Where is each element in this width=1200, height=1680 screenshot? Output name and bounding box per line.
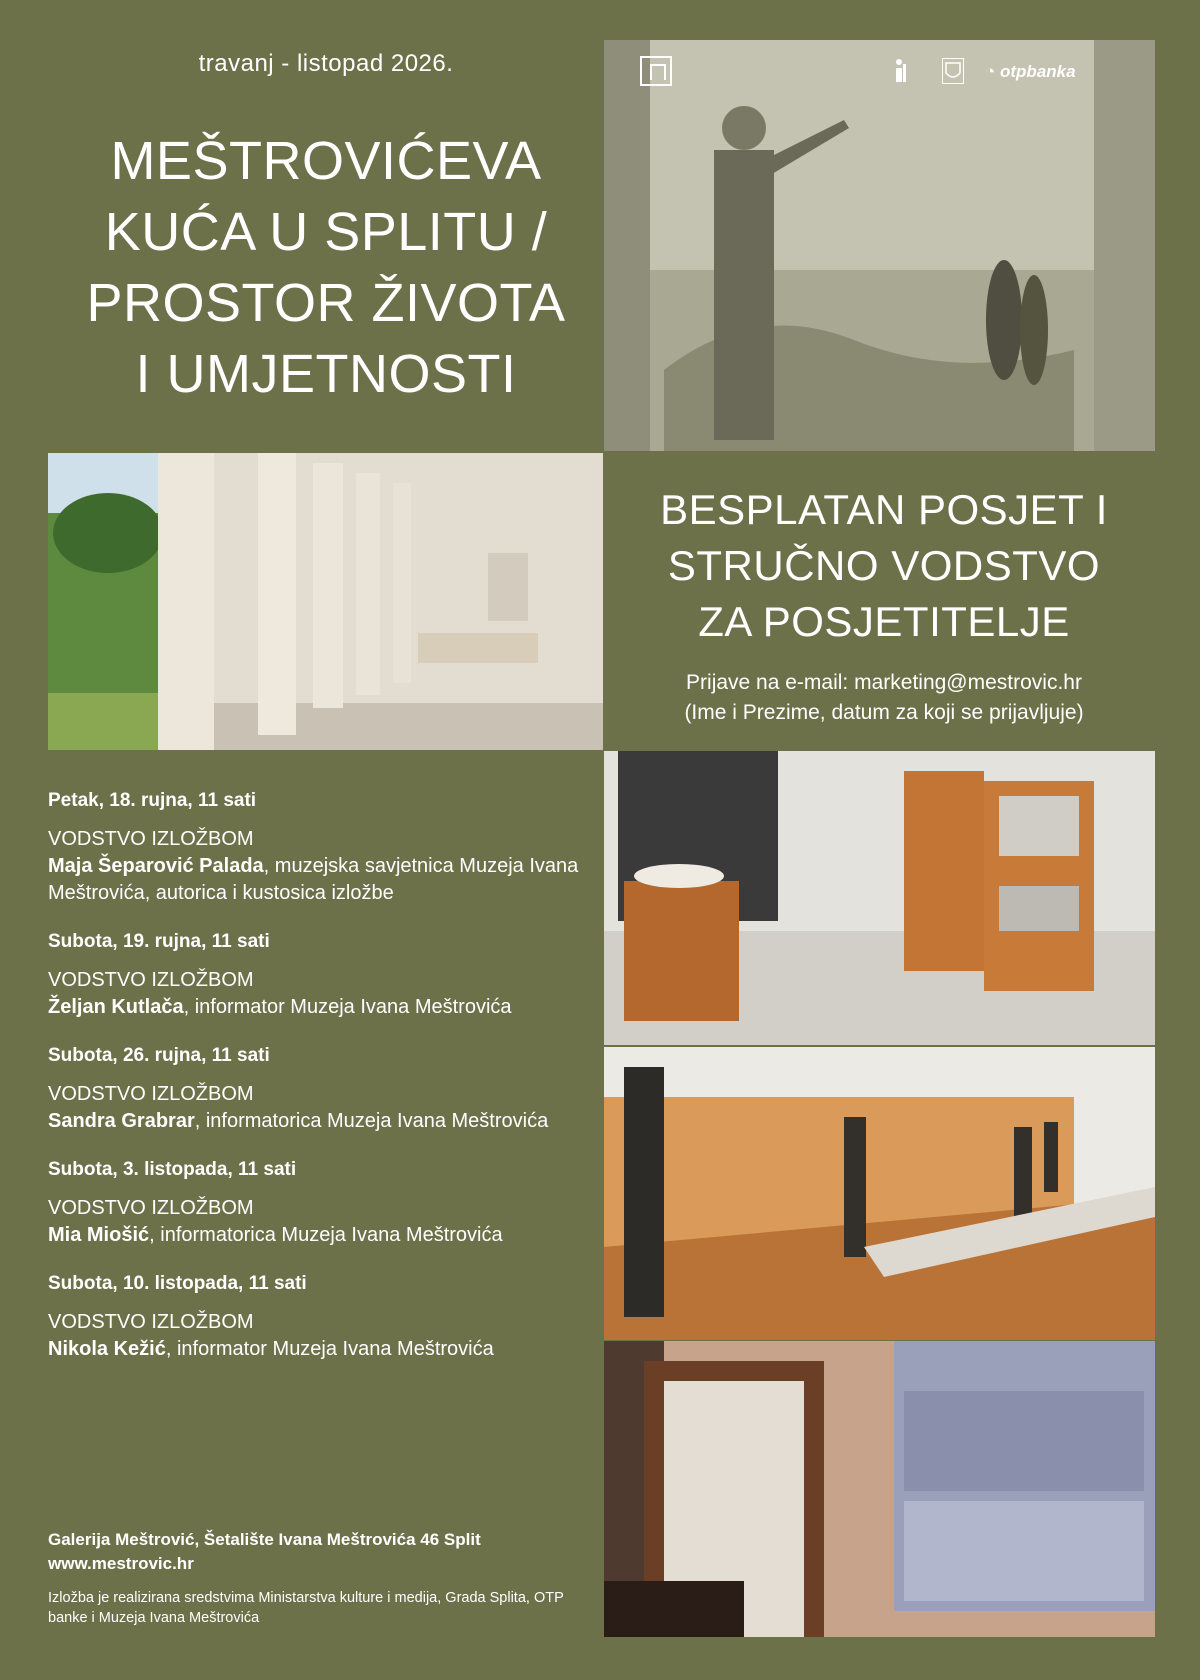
colonnade-photo [48,453,603,750]
event-guide [48,853,588,907]
event-item [48,790,588,907]
poster-title [48,126,604,410]
exhibition-photo-panels [604,751,1155,1045]
exhibition-photo-sculptures-drawing [604,1047,1155,1340]
exhibition-photo-panels-drawing [604,751,1155,1045]
guide-role: , informatorica Muzeja Ivana Meštrovića [149,1224,503,1246]
museum-logo-icon [640,56,672,86]
event-date: Subota, 10. listopada, 11 sati [48,1273,307,1294]
date-range: travanj - listopad 2026. [198,50,454,77]
exhibition-photo-sculptures [604,1047,1155,1340]
event-guide [48,994,588,1021]
event-item [48,1159,588,1249]
promo-title [604,482,1164,650]
city-crest-icon [942,58,964,84]
promo-line-1: BESPLATAN POSJET I [660,486,1108,533]
funding-note: Izložba je realizirana sredstvima Ministarstva kulture i medija, Grada Splita, OTP banke i Muzeja Ivana Meštrovića [48,1590,564,1626]
event-item [48,1273,588,1363]
title-line-2: KUĆA U SPLITU / [104,202,548,262]
promo-line-3: ZA POSJETITELJE [698,598,1070,645]
event-type: VODSTVO IZLOŽBOM [48,828,254,850]
guide-role: , muzejska savjetnica Muzeja Ivana Meštrovića, autorica i kustosica izložbe [48,855,579,904]
event-type: VODSTVO IZLOŽBOM [48,1197,254,1219]
registration-email: Prijave na e-mail: marketing@mestrovic.hr [686,671,1082,694]
guide-name: Željan Kutlača [48,996,184,1018]
guided-tours-schedule [48,790,588,1387]
event-guide [48,1222,588,1249]
guide-name: Nikola Kežić [48,1338,166,1360]
exhibition-photo-projection-drawing [604,1341,1155,1637]
website-link[interactable]: www.mestrovic.hr [48,1554,194,1573]
guide-name: Sandra Grabrar [48,1110,195,1132]
event-item [48,931,588,1021]
ministry-logo-icon [894,58,908,88]
title-line-4: I UMJETNOSTI [135,344,517,404]
registration-instructions: (Ime i Prezime, datum za koji se prijavljuje) [684,701,1084,724]
colonnade-photo-drawing [48,453,603,750]
title-line-1: MEŠTROVIĆEVA [110,131,542,191]
title-line-3: PROSTOR ŽIVOTA [86,273,566,333]
guide-name: Mia Miošić [48,1224,150,1246]
historic-photo-drawing [604,40,1155,451]
footer [48,1528,588,1628]
otp-swirl-icon: ◔ [985,62,1000,81]
event-type: VODSTVO IZLOŽBOM [48,969,254,991]
gallery-address: Galerija Meštrović, Šetalište Ivana Meštrovića 46 Split [48,1530,481,1549]
event-date: Subota, 3. listopada, 11 sati [48,1159,297,1180]
event-date: Petak, 18. rujna, 11 sati [48,790,257,811]
guide-role: , informatorica Muzeja Ivana Meštrovića [194,1110,549,1132]
exhibition-photo-projection [604,1341,1155,1637]
event-date: Subota, 26. rujna, 11 sati [48,1045,270,1066]
otp-bank-logo: ◔ otpbanka [985,62,1076,81]
event-item [48,1045,588,1135]
registration-info [604,668,1164,728]
event-date: Subota, 19. rujna, 11 sati [48,931,270,952]
event-guide [48,1336,588,1363]
event-guide [48,1108,588,1135]
guide-role: , informator Muzeja Ivana Meštrovića [183,996,512,1018]
promo-line-2: STRUČNO VODSTVO [667,542,1101,589]
guide-role: , informator Muzeja Ivana Meštrovića [165,1338,494,1360]
event-type: VODSTVO IZLOŽBOM [48,1311,254,1333]
guide-name: Maja Šeparović Palada [48,855,264,877]
historic-photo [604,40,1155,451]
event-type: VODSTVO IZLOŽBOM [48,1083,254,1105]
